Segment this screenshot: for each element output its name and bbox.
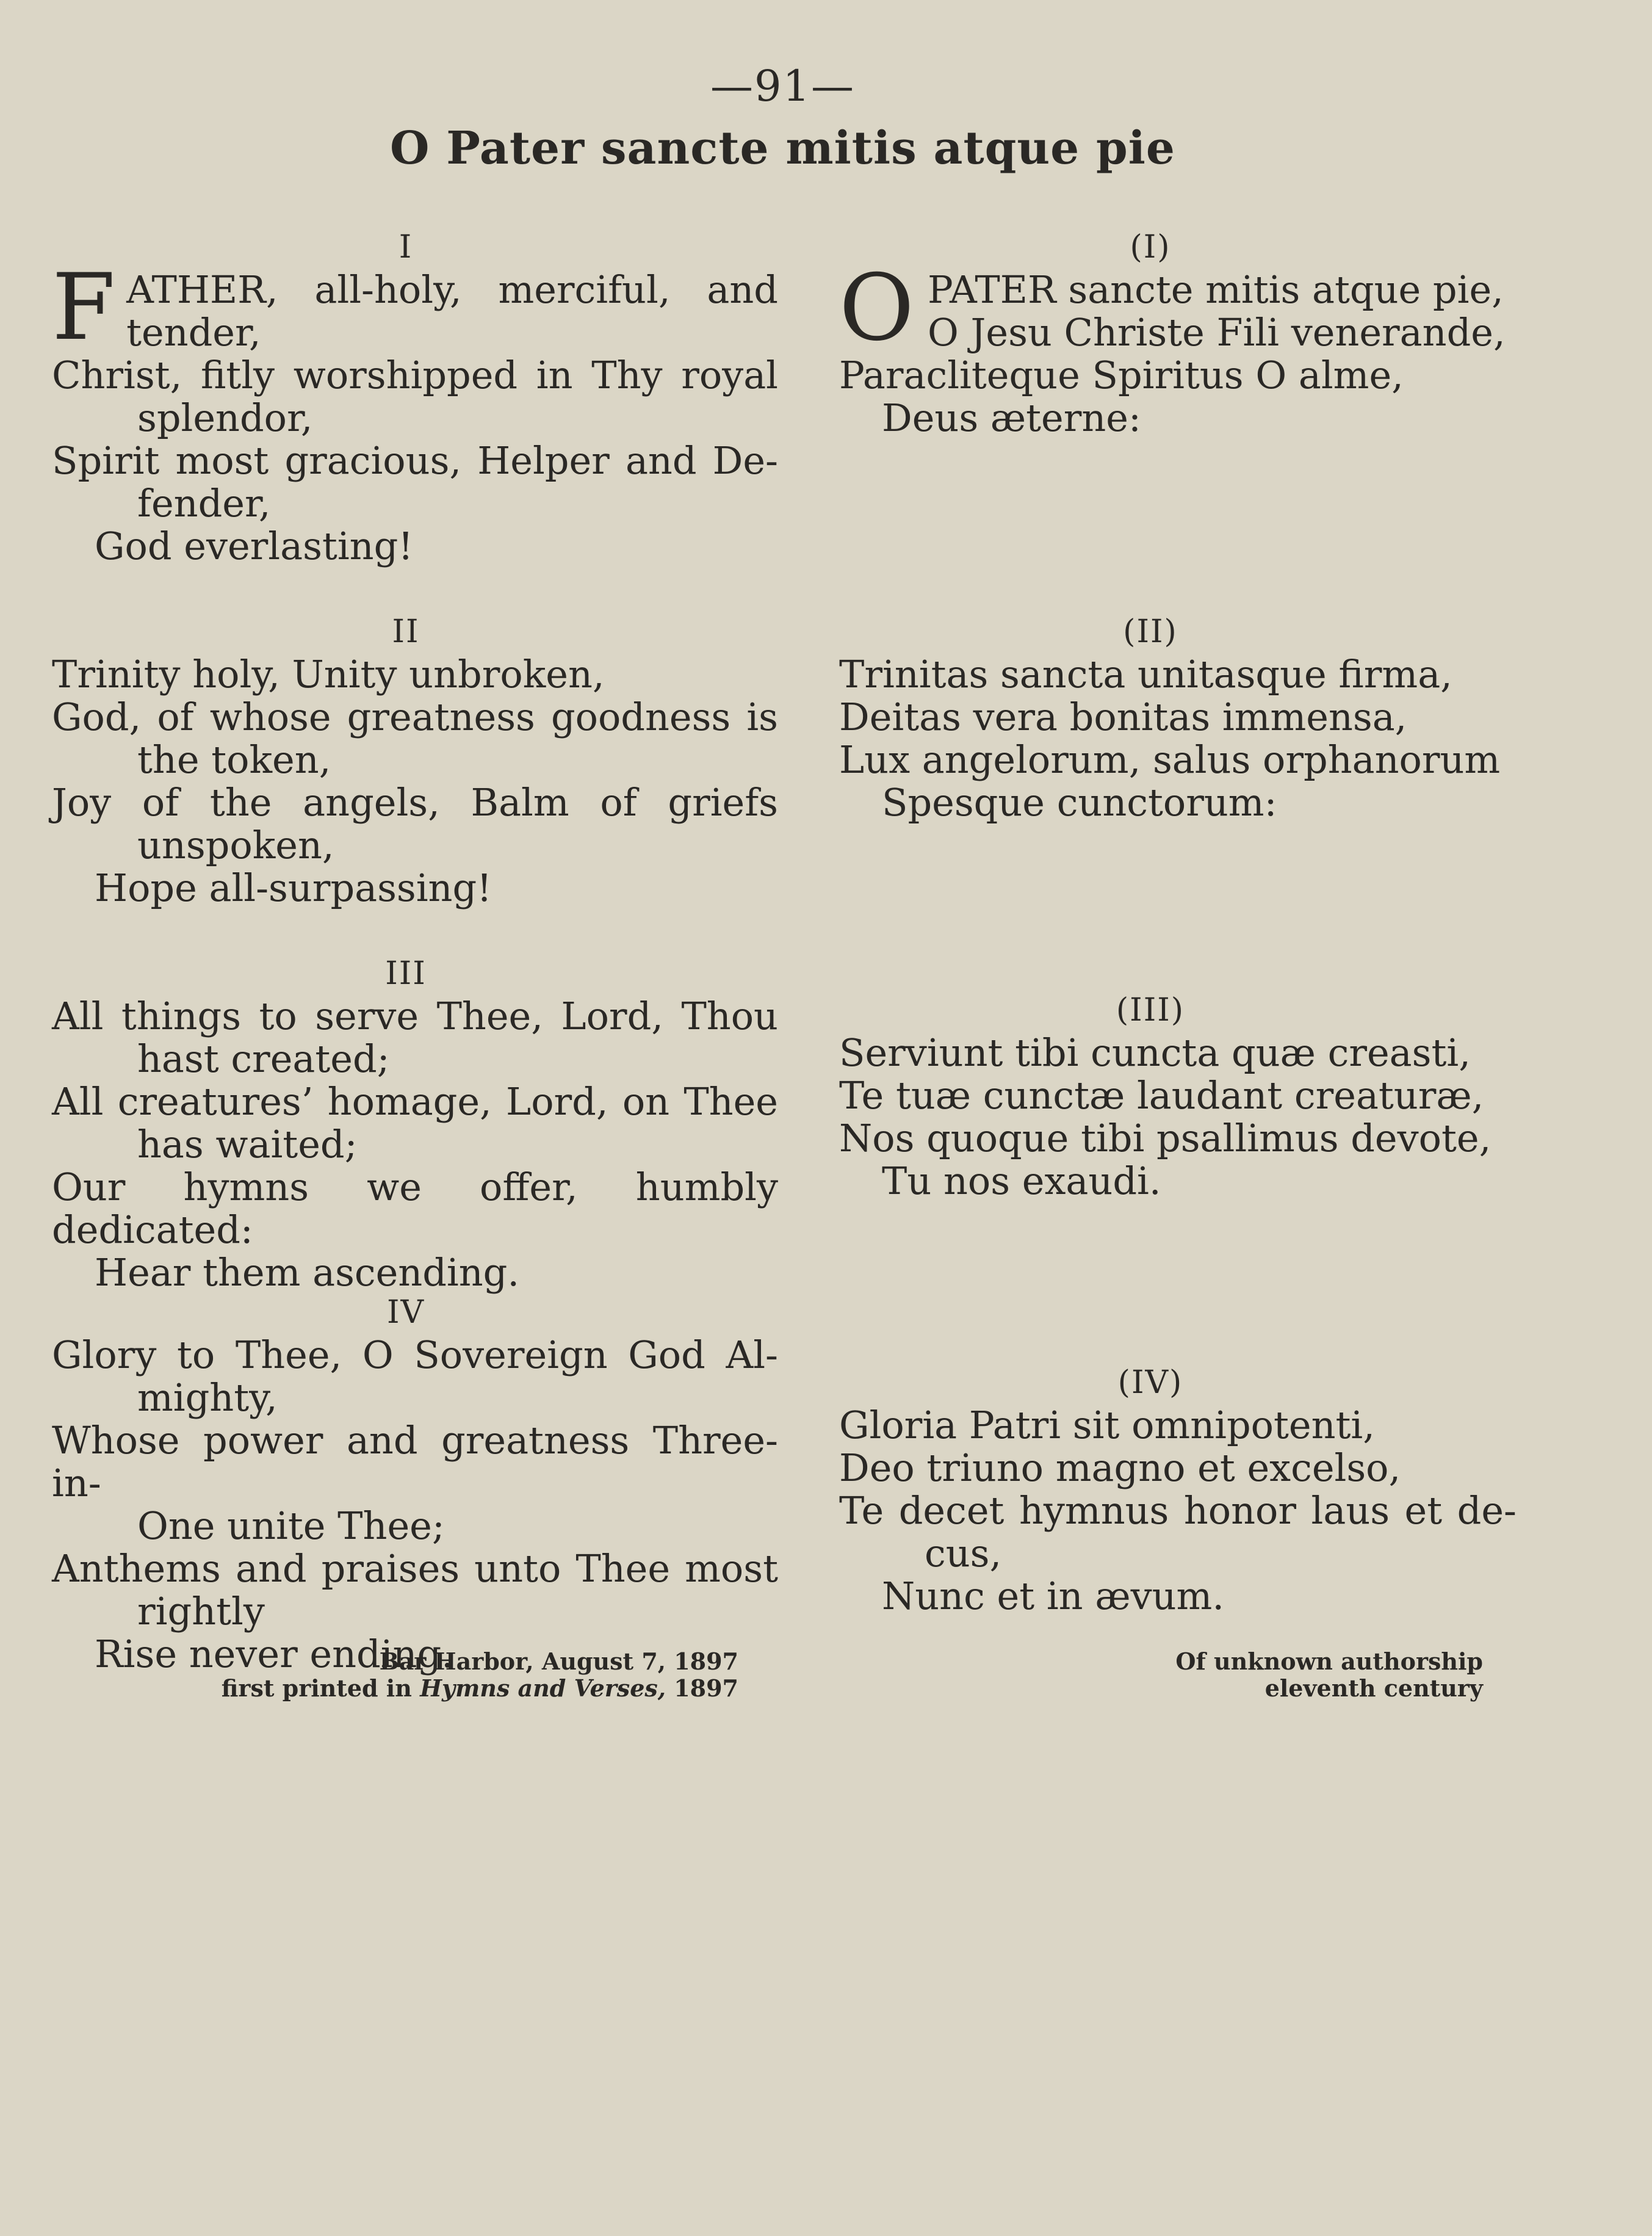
english-column bbox=[52, 226, 778, 1721]
verse-line: the token, bbox=[137, 737, 331, 782]
verse-line: Trinity holy, Unity unbroken, bbox=[52, 652, 605, 696]
verse-line: All creatures’ homage, Lord, on Thee bbox=[52, 1079, 778, 1124]
verse-line: Tu nos exaudi. bbox=[882, 1159, 1161, 1203]
verse-line: Serviunt tibi cuncta quæ creasti, bbox=[839, 1030, 1471, 1075]
english-stanza-1 bbox=[52, 226, 778, 568]
stanza-number: (II) bbox=[1123, 613, 1178, 650]
verse-line: mighty, bbox=[137, 1375, 278, 1420]
attribution-line: eleventh century bbox=[1264, 1674, 1483, 1702]
verse-line: Te decet hymnus honor laus et de- bbox=[839, 1488, 1517, 1533]
latin-attribution bbox=[1037, 1648, 1483, 1702]
verse-line: hast created; bbox=[137, 1037, 390, 1081]
page-title: O Pater sancte mitis atque pie bbox=[390, 122, 1175, 175]
stanza-number: I bbox=[399, 229, 413, 266]
latin-stanza-1 bbox=[839, 226, 1526, 440]
verse-line: rightly bbox=[137, 1589, 265, 1634]
attribution-title: Hymns and Verses, bbox=[420, 1674, 666, 1702]
verse-line: PATER sancte mitis atque pie, bbox=[927, 267, 1504, 312]
verse-line: Deo triuno magno et excelso, bbox=[839, 1445, 1401, 1490]
verse-line: One unite Thee; bbox=[137, 1503, 445, 1548]
verse-line: Spesque cunctorum: bbox=[882, 780, 1277, 825]
english-stanza-2 bbox=[52, 610, 778, 910]
stanza-number: (IV) bbox=[1117, 1364, 1183, 1401]
latin-stanza-2 bbox=[839, 610, 1526, 824]
verse-line: Anthems and praises unto Thee most bbox=[52, 1546, 778, 1591]
verse-line: Gloria Patri sit omnipotenti, bbox=[839, 1403, 1375, 1447]
verse-line: Deitas vera bonitas immensa, bbox=[839, 695, 1407, 739]
verse-line: Whose power and greatness Three-in- bbox=[52, 1418, 778, 1505]
verse-line: tender, bbox=[126, 310, 261, 355]
latin-stanza-3 bbox=[839, 989, 1526, 1203]
verse-line: O Jesu Christe Fili venerande, bbox=[927, 310, 1506, 355]
verse-line: Deus æterne: bbox=[882, 396, 1141, 440]
attribution-line: Of unknown authorship bbox=[1175, 1648, 1483, 1675]
attribution-line bbox=[183, 1675, 738, 1702]
english-attribution bbox=[183, 1648, 738, 1702]
verse-line: Spirit most gracious, Helper and De- bbox=[52, 438, 778, 483]
stanza-number: III bbox=[385, 955, 427, 992]
verse-line: unspoken, bbox=[137, 823, 334, 867]
verse-line: God, of whose greatness goodness is bbox=[52, 695, 778, 739]
verse-line: Te tuæ cunctæ laudant creaturæ, bbox=[839, 1073, 1484, 1118]
english-stanza-4 bbox=[52, 1291, 778, 1676]
verse-line: God everlasting! bbox=[95, 524, 414, 568]
verse-line: fender, bbox=[137, 481, 271, 526]
attribution-line: Bar Harbor, August 7, 1897 bbox=[379, 1648, 738, 1675]
verse-line: Nunc et in ævum. bbox=[882, 1574, 1225, 1618]
verse-line: Christ, fitly worshipped in Thy royal bbox=[52, 353, 778, 397]
attribution-prefix: first printed in bbox=[221, 1674, 412, 1702]
stanza-number: IV bbox=[386, 1294, 425, 1331]
verse-line: Joy of the angels, Balm of griefs bbox=[52, 780, 778, 825]
verse-line: Trinitas sancta unitasque firma, bbox=[839, 652, 1452, 696]
verse-line: Nos quoque tibi psallimus devote, bbox=[839, 1116, 1491, 1160]
verse-line: has waited; bbox=[137, 1122, 358, 1167]
stanza-number: (III) bbox=[1116, 992, 1185, 1029]
verse-line: Glory to Thee, O Sovereign God Al- bbox=[52, 1333, 778, 1377]
verse-line: Rise never ending. bbox=[95, 1632, 453, 1676]
attribution-suffix: 1897 bbox=[674, 1674, 738, 1702]
latin-stanza-4 bbox=[839, 1361, 1526, 1618]
latin-column bbox=[839, 226, 1526, 1721]
verse-line: Lux angelorum, salus orphanorum bbox=[839, 737, 1501, 782]
verse-line: Paracliteque Spiritus O alme, bbox=[839, 353, 1404, 397]
english-stanza-3 bbox=[52, 952, 778, 1294]
drop-cap: O bbox=[839, 255, 914, 361]
verse-line: Hear them ascending. bbox=[95, 1250, 520, 1295]
verse-line: All things to serve Thee, Lord, Thou bbox=[52, 994, 778, 1038]
drop-cap: F bbox=[52, 255, 116, 361]
stanza-number: (I) bbox=[1130, 229, 1171, 266]
verse-line: ATHER, all-holy, merciful, and bbox=[126, 267, 778, 312]
page-number: —91— bbox=[710, 61, 856, 111]
verse-line: cus, bbox=[925, 1531, 1002, 1576]
verse-line: Our hymns we offer, humbly dedicated: bbox=[52, 1165, 778, 1252]
verse-line: splendor, bbox=[137, 396, 313, 440]
stanza-number: II bbox=[392, 613, 420, 650]
verse-line: Hope all-surpassing! bbox=[95, 866, 492, 910]
